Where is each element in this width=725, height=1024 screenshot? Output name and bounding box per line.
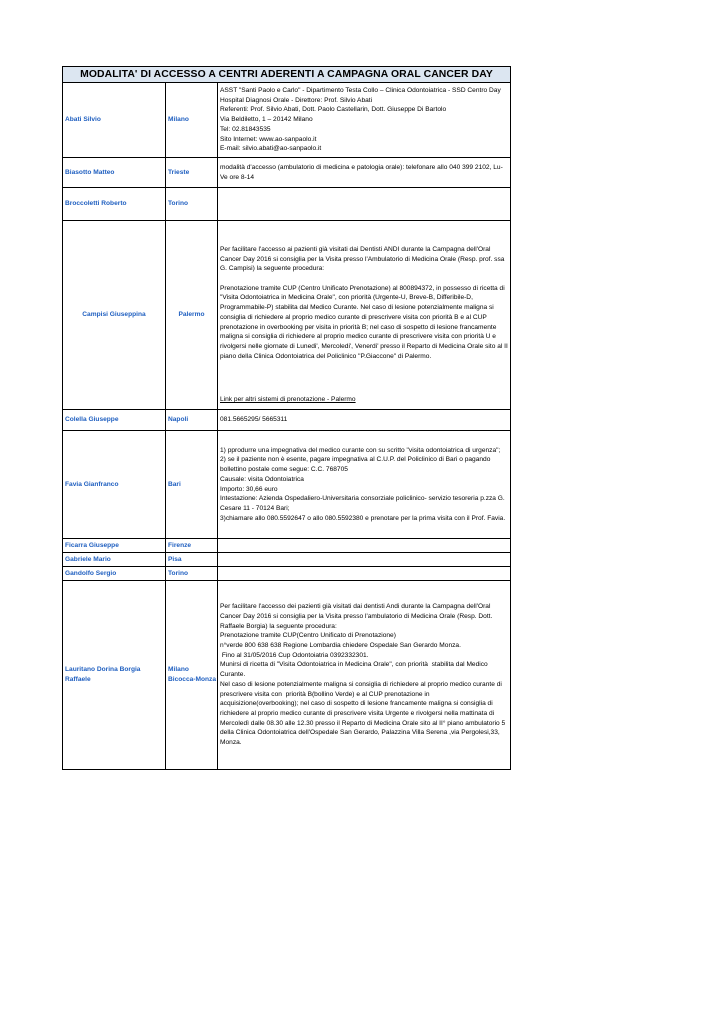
access-info-cell (218, 158, 511, 188)
doctor-name-cell: Campisi Giuseppina (63, 221, 166, 410)
doctor-name-cell: Favia Gianfranco (63, 431, 166, 539)
info-line: modalità d'accesso (ambulatorio di medicina e patologia orale): telefonare allo 040 399 2102, Lu-Ve ore 8-14 (220, 163, 503, 181)
info-line: Tel: 02.81843535 (220, 125, 271, 133)
info-line: Intestazione: Azienda Ospedaliero-Universitaria consorziale policlinico- servizio tesoreria p.zza G. Cesare 11 - 70124 Bari; (220, 495, 507, 512)
info-line (220, 274, 508, 284)
city-cell: Firenze (166, 539, 218, 553)
doctor-name-cell: Biasotto Matteo (63, 158, 166, 188)
info-line: Fino al 31/05/2016 Cup Odontoiatria 0392332301. (220, 651, 369, 659)
info-line: Per facilitare l'accesso dei pazienti già visitati dai dentisti Andi durante la Campagna dell'Oral Cancer Day 2016 si consiglia per la Visita presso l'ambulatorio di Medicina Orale (Resp. Dott. Raffaele Borgia) la seguente procedura: (220, 603, 495, 630)
info-line: Prenotazione tramite CUP (Centro Unificato Prenotazione) al 800894372, in possesso di ricetta di "Visita Odontoiatrica in Medicina Orale", con priorità (Urgente-U, Breve-B, Differibile-D, Programmabile-P) stabilita dal Medico Curante. Nel caso di lesione potenzialmente maligna si consiglia di richiedere al proprio medico curante di prescrivere visita con priorità B e al CUP prenotazione in overbooking per visita in priorità B; nel caso di sospetto di lesione francamente maligna si consiglia di richiedere al proprio medico curante di prescrivere visita con priorità U e rivolgersi nelle giornate di Lunedi', Mercoledi', Venerdi' presso il Reparto di Medicina Orale sito al II piano della Clinica Odontoiatrica del Policlinico "P.Giaccone" di Palermo. (220, 284, 510, 360)
access-info-cell (218, 567, 511, 581)
table-row (63, 188, 511, 221)
city-cell: Milano (166, 83, 218, 158)
info-line: 1) pprodurre una impegnativa del medico curante con su scritto "visita odontoiatrica di urgenza"; (220, 446, 501, 454)
info-line: n°verde 800 638 638 Regione Lombardia chiedere Ospedale San Gerardo Monza. (220, 642, 461, 650)
table-row (63, 539, 511, 553)
info-line: Sito Internet: www.ao-sanpaolo.it (220, 135, 317, 143)
table-row (63, 410, 511, 431)
info-line: Referenti: Prof. Silvio Abati, Dott. Paolo Castellarin, Dott. Giuseppe Di Bartolo (220, 106, 447, 114)
table-row (63, 581, 511, 770)
access-info-cell (218, 410, 511, 431)
access-info-cell (218, 539, 511, 553)
doctor-name-cell: Gabriele Mario (63, 553, 166, 567)
info-line: ASST "Santi Paolo e Carlo" - Dipartimento Testa Collo – Clinica Odontoiatrica - SSD Centro Day Hospital Diagnosi Orale - Direttore: Prof. Silvio Abati (220, 87, 503, 104)
table-row (63, 83, 511, 158)
access-info-cell (218, 581, 511, 770)
info-line: 081.5665295/ 5665311 (220, 416, 288, 424)
doctor-name-cell: Lauritano Dorina Borgia Raffaele (63, 581, 166, 770)
city-cell: Pisa (166, 553, 218, 567)
table-row (63, 567, 511, 581)
info-line: Prenotazione tramite CUP(Centro Unificato di Prenotazione) (220, 632, 396, 640)
info-line: 3)chiamare allo 080.5592647 o allo 080.5592380 e prenotare per la prima visita con il Prof. Favia. (220, 514, 506, 522)
info-line: Causale: visita Odontoiatrica (220, 475, 304, 483)
table-title: MODALITA' DI ACCESSO A CENTRI ADERENTI A CAMPAGNA ORAL CANCER DAY (63, 67, 511, 83)
table-row (63, 553, 511, 567)
access-table (62, 66, 511, 770)
info-line: Per facilitare l'accesso ai pazienti già visitati dai Dentisti ANDI durante la Campagna dell'Oral Cancer Day 2016 si consiglia per la Visita presso l'Ambulatorio di Medicina Orale (Resp. prof. ssa G. Campisi) la seguente procedura: (220, 245, 507, 273)
access-info-cell (218, 431, 511, 539)
city-cell: Bari (166, 431, 218, 539)
access-info-cell (218, 221, 511, 410)
access-table-sheet (62, 66, 510, 770)
access-info-cell (218, 83, 511, 158)
doctor-name-cell: Ficarra Giuseppe (63, 539, 166, 553)
city-cell: Napoli (166, 410, 218, 431)
title-row (63, 67, 511, 83)
access-info-cell (218, 553, 511, 567)
table-row (63, 431, 511, 539)
info-line: Importo: 30,66 euro (220, 485, 278, 493)
table-row (63, 158, 511, 188)
doctor-name-cell: Gandolfo Sergio (63, 567, 166, 581)
city-cell: Palermo (166, 221, 218, 410)
doctor-name-cell: Broccoletti Roberto (63, 188, 166, 221)
spacer (220, 361, 508, 395)
city-cell: Torino (166, 567, 218, 581)
info-line: Via Beldiletto, 1 – 20142 Milano (220, 116, 313, 124)
city-cell: Trieste (166, 158, 218, 188)
city-cell: Torino (166, 188, 218, 221)
city-cell: Milano Bicocca-Monza (166, 581, 218, 770)
doctor-name-cell: Abati Silvio (63, 83, 166, 158)
info-line: 2) se il paziente non è esente, pagare impegnativa al C.U.P. del Policlinico di Bari o pagando bollettino postale come segue: C.C. 768705 (220, 456, 493, 474)
doctor-name-cell: Colella Giuseppe (63, 410, 166, 431)
booking-link[interactable]: Link per altri sistemi di prenotazione - Palermo (220, 396, 356, 404)
info-line: Nel caso di lesione potenzialmente maligna si consiglia di richiedere al proprio medico curante di prescrivere visita con priorità B(bollino Verde) e al CUP prenotazione in acquisizione(overbooking); nel caso di sospetto di lesione francamente maligna si consiglia di richiedere al proprio medico curante di prescrivere visita Urgente e rivolgersi nella mattinata di Mercoledì dalle 08.30 alle 12.30 presso il Reparto di Medicina Orale sito al II° piano ambulatorio 5 della Clinica Odontoiatrica dell'Ospedale San Gerardo, Palazzina Villa Serena ,via Pergolesi,33, Monza. (220, 680, 508, 747)
table-row (63, 221, 511, 410)
info-line: Munirsi di ricetta di "Visita Odontoiatrica in Medicina Orale", con priorità stabilita dal Medico Curante. (220, 661, 490, 679)
info-line: E-mail: silvio.abati@ao-sanpaolo.it (220, 145, 322, 153)
access-info-cell (218, 188, 511, 221)
